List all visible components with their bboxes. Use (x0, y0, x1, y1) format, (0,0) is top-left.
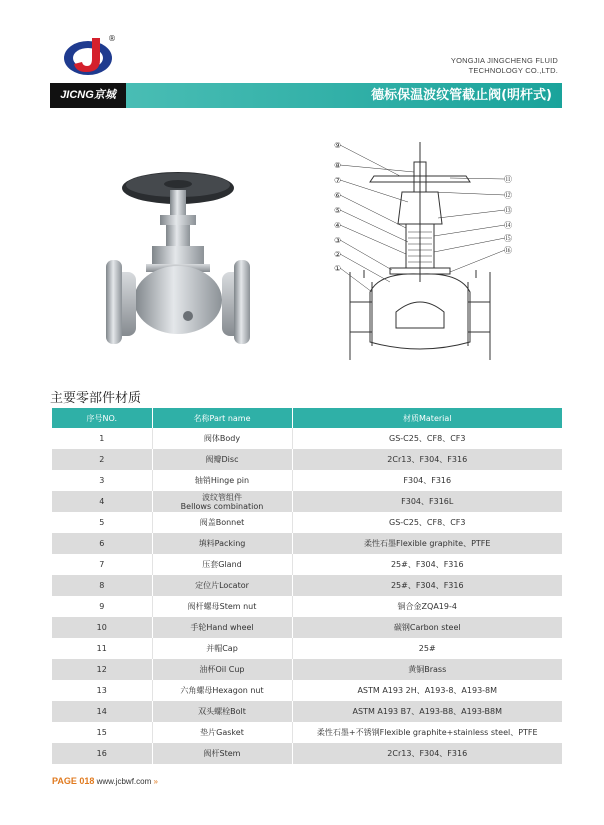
callout-16: ⑯ (504, 246, 512, 255)
cell-part-name (152, 596, 292, 617)
cell-part-name (152, 512, 292, 533)
callout-8: ⑧ (334, 161, 342, 170)
table-row (52, 701, 562, 722)
cell-part-name-text: 阀杆Stem (203, 749, 241, 758)
callout-3: ③ (334, 236, 342, 245)
header-no: 序号NO. (52, 408, 152, 428)
company-logo (58, 34, 114, 78)
cell-material-text: 2Cr13、F304、F316 (387, 749, 468, 758)
cell-part-name-text: 垫片Gasket (200, 728, 244, 737)
cell-material-text: ASTM A193 2H、A193-8、A193-8M (357, 686, 498, 695)
arrow-icon: » (153, 777, 158, 786)
company-name-line1: YONGJIA JINGCHENG FLUID (450, 56, 558, 65)
parts-material-table (52, 408, 562, 764)
table-header-row (52, 408, 562, 428)
cell-material-text: F304、F316L (401, 497, 454, 506)
cell-material-text: 2Cr13、F304、F316 (387, 455, 468, 464)
cell-material (292, 512, 562, 533)
cell-part-name (152, 491, 292, 512)
cell-no-text: 16 (96, 749, 107, 758)
callout-14: ⑭ (504, 221, 512, 230)
cell-no (52, 701, 152, 722)
cell-no (52, 449, 152, 470)
cell-part-name-en: Bellows combination (180, 501, 264, 511)
cell-no-text: 1 (99, 434, 105, 443)
cell-part-name-text: 定位片Locator (195, 581, 249, 590)
valve-photo (100, 160, 260, 350)
cell-no-text: 9 (99, 602, 105, 611)
callout-9: ⑨ (334, 141, 342, 150)
website-url: www.jcbwf.com (96, 777, 152, 786)
cell-part-name (152, 470, 292, 491)
cell-material-text: 柔性石墨Flexible graphite、PTFE (364, 539, 491, 548)
table-row (52, 680, 562, 701)
cell-part-name-text: 轴销Hinge pin (194, 476, 250, 485)
header-part-name: 名称Part name (152, 408, 292, 428)
cell-no (52, 617, 152, 638)
cell-part-name-text: 并帽Cap (206, 644, 238, 653)
cell-no-text: 5 (99, 518, 105, 527)
cell-part-name (152, 680, 292, 701)
page-footer (52, 776, 158, 786)
table-row (52, 638, 562, 659)
cell-part-name (152, 554, 292, 575)
cell-material (292, 575, 562, 596)
registered-mark: ® (108, 34, 116, 43)
callout-2: ② (334, 250, 342, 259)
callout-4: ④ (334, 221, 342, 230)
cell-no (52, 743, 152, 764)
callout-1: ① (334, 264, 342, 273)
cell-part-name-text: 阀盖Bonnet (199, 518, 245, 527)
cell-material-text: 25# (418, 644, 436, 653)
cell-material-text: ASTM A193 B7、A193-B8、A193-B8M (352, 707, 502, 716)
cell-part-name (152, 701, 292, 722)
cell-material-text: GS-C25、CF8、CF3 (389, 518, 466, 527)
cell-material (292, 470, 562, 491)
table-row (52, 596, 562, 617)
table-row (52, 722, 562, 743)
cell-material (292, 701, 562, 722)
cell-part-name-text: 六角螺母Hexagon nut (180, 686, 264, 695)
cell-no-text: 7 (99, 560, 105, 569)
cell-material (292, 428, 562, 449)
cell-material-text: 碳钢Carbon steel (393, 623, 461, 632)
cell-material (292, 680, 562, 701)
cell-no-text: 15 (96, 728, 107, 737)
cell-material-text: F304、F316 (403, 476, 452, 485)
callout-5: ⑤ (334, 206, 342, 215)
table-row (52, 491, 562, 512)
cell-no-text: 13 (96, 686, 107, 695)
cell-no-text: 14 (96, 707, 107, 716)
cell-no (52, 491, 152, 512)
callout-15: ⑮ (504, 234, 512, 243)
cell-part-name (152, 659, 292, 680)
cell-part-name (152, 533, 292, 554)
cell-material (292, 533, 562, 554)
cell-material (292, 554, 562, 575)
cell-no (52, 533, 152, 554)
cell-no-text: 3 (99, 476, 105, 485)
cell-no (52, 575, 152, 596)
cell-no (52, 512, 152, 533)
cell-no-text: 10 (96, 623, 107, 632)
cell-part-name-text: 阀瓣Disc (205, 455, 239, 464)
cell-no (52, 680, 152, 701)
valve-section-drawing (320, 132, 525, 360)
cell-no-text: 12 (96, 665, 107, 674)
cell-part-name-text: 油杯Oil Cup (199, 665, 245, 674)
title-band (126, 83, 562, 108)
cell-no (52, 638, 152, 659)
company-name (451, 56, 558, 76)
callout-11: ⑪ (504, 175, 512, 184)
table-row (52, 554, 562, 575)
cell-part-name (152, 449, 292, 470)
cell-part-name-text: 波纹管组件 (202, 492, 242, 502)
company-name-line2: TECHNOLOGY CO.,LTD. (468, 66, 558, 75)
cell-no-text: 8 (99, 581, 105, 590)
callout-13: ⑬ (504, 206, 512, 215)
cell-part-name-text: 填料Packing (198, 539, 246, 548)
cell-material (292, 722, 562, 743)
cell-no (52, 470, 152, 491)
cell-part-name (152, 575, 292, 596)
cell-no-text: 2 (99, 455, 105, 464)
table-row (52, 449, 562, 470)
cell-material-text: 铜合金ZQA19-4 (397, 602, 457, 611)
brand-label: JICNG京城 (50, 83, 126, 108)
table-row (52, 533, 562, 554)
cell-material (292, 659, 562, 680)
cell-part-name (152, 617, 292, 638)
table-row (52, 428, 562, 449)
callout-6: ⑥ (334, 191, 342, 200)
cell-material-text: 柔性石墨+不锈钢Flexible graphite+stainless steel、PTFE (316, 728, 538, 737)
parts-table-title: 主要零部件材质 (50, 391, 142, 406)
table-row (52, 617, 562, 638)
cell-material (292, 449, 562, 470)
cell-no (52, 428, 152, 449)
cell-material-text: 25#、F304、F316 (390, 560, 464, 569)
header-material: 材质Material (292, 408, 562, 428)
cell-no-text: 6 (99, 539, 105, 548)
cell-part-name-text: 阀体Body (203, 434, 241, 443)
cell-part-name (152, 428, 292, 449)
callout-7: ⑦ (334, 176, 342, 185)
cell-no-text: 4 (99, 497, 105, 506)
table-row (52, 470, 562, 491)
cell-no-text: 11 (96, 644, 107, 653)
cell-no (52, 659, 152, 680)
cell-material-text: 25#、F304、F316 (390, 581, 464, 590)
cell-no (52, 554, 152, 575)
table-row (52, 512, 562, 533)
cell-material (292, 638, 562, 659)
cell-no (52, 722, 152, 743)
cell-material (292, 596, 562, 617)
cell-part-name (152, 743, 292, 764)
cell-no (52, 596, 152, 617)
cell-material-text: GS-C25、CF8、CF3 (389, 434, 466, 443)
cell-material-text: 黄铜Brass (408, 665, 447, 674)
cell-part-name-text: 压套Gland (202, 560, 242, 569)
cell-material (292, 617, 562, 638)
page-number: PAGE 018 (52, 776, 95, 786)
callout-12: ⑫ (504, 191, 512, 200)
cell-part-name-text: 手轮Hand wheel (190, 623, 254, 632)
cell-part-name (152, 722, 292, 743)
cell-part-name-text: 双头螺栓Bolt (198, 707, 246, 716)
table-row (52, 743, 562, 764)
page-title: 德标保温波纹管截止阀(明杆式) (371, 88, 552, 103)
cell-material (292, 743, 562, 764)
table-row (52, 659, 562, 680)
cell-material (292, 491, 562, 512)
cell-part-name (152, 638, 292, 659)
cell-part-name-text: 阀杆螺母Stem nut (187, 602, 257, 611)
table-row (52, 575, 562, 596)
